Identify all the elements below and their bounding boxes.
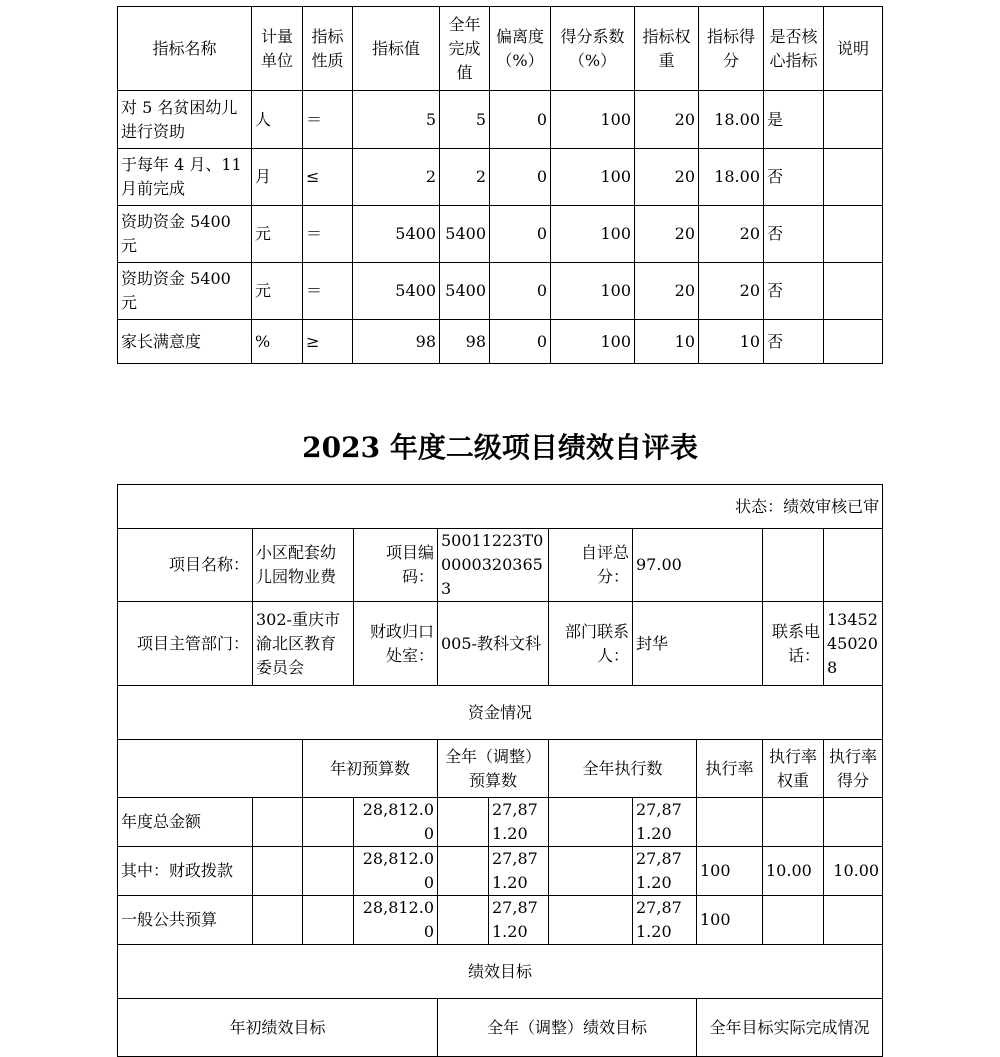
executed-amount: 27,871.20 [633,847,697,896]
header-indicator-name: 指标名称 [118,7,252,91]
header-deviation: 偏离度（%） [490,7,551,91]
score: 10 [699,320,764,364]
empty-cell [763,529,824,602]
empty-cell [824,529,883,602]
weight: 20 [635,206,699,263]
empty-cell [253,896,303,945]
remarks [824,320,883,364]
initial-budget: 28,812.00 [354,847,438,896]
indicator-header-row [118,7,883,91]
contact-person: 封华 [633,602,763,686]
score: 18.00 [699,91,764,149]
table-row [118,798,883,847]
unit: 月 [252,149,303,206]
header-initial-goal: 年初绩效目标 [118,999,438,1057]
score: 20 [699,206,764,263]
header-completed-value: 全年完成值 [440,7,490,91]
fund-header-row [118,740,883,798]
unit: 元 [252,206,303,263]
weight: 20 [635,149,699,206]
indicator-name: 资助资金 5400 元 [118,206,252,263]
exec-rate-weight [763,896,824,945]
indicator-name: 家长满意度 [118,320,252,364]
header-nature: 指标性质 [303,7,353,91]
header-target-value: 指标值 [353,7,440,91]
target-value: 5400 [353,263,440,320]
project-name-label: 项目名称： [118,529,253,602]
table-row [118,91,883,149]
deviation: 0 [490,320,551,364]
goal-header-row [118,999,883,1057]
project-info-row [118,529,883,602]
initial-budget: 28,812.00 [354,798,438,847]
indicator-table [117,6,883,364]
completed-value: 5400 [440,263,490,320]
project-code: 50011223T000003203653 [438,529,549,602]
score-coefficient: 100 [551,149,635,206]
header-exec-rate: 执行率 [697,740,763,798]
exec-rate-score [824,896,883,945]
header-actual-completion: 全年目标实际完成情况 [697,999,883,1057]
self-score: 97.00 [633,529,763,602]
self-score-label: 自评总分： [549,529,633,602]
project-name: 小区配套幼儿园物业费 [253,529,354,602]
score: 20 [699,263,764,320]
target-value: 5 [353,91,440,149]
empty-cell [438,847,489,896]
fund-section-title: 资金情况 [118,686,883,740]
adjusted-budget: 27,871.20 [489,798,549,847]
target-value: 5400 [353,206,440,263]
empty-cell [253,798,303,847]
finance-office-label: 财政归口处室： [354,602,438,686]
empty-cell [303,847,354,896]
nature: ＝ [303,206,353,263]
exec-rate-weight: 10.00 [763,847,824,896]
score-coefficient: 100 [551,91,635,149]
empty-cell [549,896,633,945]
score: 18.00 [699,149,764,206]
header-exec-rate-weight: 执行率权重 [763,740,824,798]
exec-rate [697,798,763,847]
core-indicator: 否 [764,263,824,320]
weight: 20 [635,263,699,320]
header-unit: 计量单位 [252,7,303,91]
core-indicator: 否 [764,206,824,263]
nature: ≤ [303,149,353,206]
completed-value: 5400 [440,206,490,263]
core-indicator: 否 [764,320,824,364]
score-coefficient: 100 [551,320,635,364]
nature: ＝ [303,263,353,320]
exec-rate: 100 [697,896,763,945]
header-executed: 全年执行数 [549,740,697,798]
core-indicator: 否 [764,149,824,206]
header-exec-rate-score: 执行率得分 [824,740,883,798]
completed-value: 98 [440,320,490,364]
fund-name: 年度总金额 [118,798,253,847]
empty-cell [303,798,354,847]
empty-cell [253,847,303,896]
fund-name: 其中：财政拨款 [118,847,253,896]
completed-value: 2 [440,149,490,206]
project-code-label: 项目编码： [354,529,438,602]
table-row [118,149,883,206]
finance-office: 005-教科文科 [438,602,549,686]
self-evaluation-table [117,484,883,1057]
empty-cell [303,896,354,945]
indicator-name: 对 5 名贫困幼儿进行资助 [118,91,252,149]
unit: % [252,320,303,364]
empty-cell [118,740,303,798]
table-row [118,263,883,320]
indicator-name: 资助资金 5400 元 [118,263,252,320]
adjusted-budget: 27,871.20 [489,847,549,896]
executed-amount: 27,871.20 [633,798,697,847]
remarks [824,149,883,206]
executed-amount: 27,871.20 [633,896,697,945]
completed-value: 5 [440,91,490,149]
goal-section-row [118,945,883,999]
unit: 人 [252,91,303,149]
unit: 元 [252,263,303,320]
header-weight: 指标权重 [635,7,699,91]
phone-label: 联系电话： [763,602,824,686]
empty-cell [549,847,633,896]
header-initial-budget: 年初预算数 [303,740,438,798]
empty-cell [549,798,633,847]
contact-label: 部门联系人： [549,602,633,686]
table-row [118,320,883,364]
core-indicator: 是 [764,91,824,149]
header-adjusted-goal: 全年（调整）绩效目标 [438,999,697,1057]
deviation: 0 [490,91,551,149]
phone-number: 13452450208 [824,602,883,686]
target-value: 98 [353,320,440,364]
header-remarks: 说明 [824,7,883,91]
exec-rate: 100 [697,847,763,896]
nature: ≥ [303,320,353,364]
score-coefficient: 100 [551,206,635,263]
dept-name: 302-重庆市渝北区教育委员会 [253,602,354,686]
weight: 10 [635,320,699,364]
status-text: 状态：绩效审核已审 [118,485,883,529]
header-adjusted-budget: 全年（调整）预算数 [438,740,549,798]
status-row [118,485,883,529]
initial-budget: 28,812.00 [354,896,438,945]
empty-cell [438,896,489,945]
indicator-name: 于每年 4 月、11 月前完成 [118,149,252,206]
score-coefficient: 100 [551,263,635,320]
exec-rate-weight [763,798,824,847]
department-info-row [118,602,883,686]
deviation: 0 [490,206,551,263]
nature: ＝ [303,91,353,149]
remarks [824,91,883,149]
weight: 20 [635,91,699,149]
remarks [824,206,883,263]
dept-label: 项目主管部门： [118,602,253,686]
header-core-indicator: 是否核心指标 [764,7,824,91]
table-row [118,206,883,263]
deviation: 0 [490,263,551,320]
remarks [824,263,883,320]
goal-section-title: 绩效目标 [118,945,883,999]
table-row [118,847,883,896]
empty-cell [438,798,489,847]
target-value: 2 [353,149,440,206]
table-row [118,896,883,945]
header-score-coefficient: 得分系数（%） [551,7,635,91]
fund-name: 一般公共预算 [118,896,253,945]
page-title: 2023 年度二级项目绩效自评表 [302,431,698,464]
exec-rate-score: 10.00 [824,847,883,896]
exec-rate-score [824,798,883,847]
adjusted-budget: 27,871.20 [489,896,549,945]
deviation: 0 [490,149,551,206]
header-score: 指标得分 [699,7,764,91]
fund-section-row [118,686,883,740]
